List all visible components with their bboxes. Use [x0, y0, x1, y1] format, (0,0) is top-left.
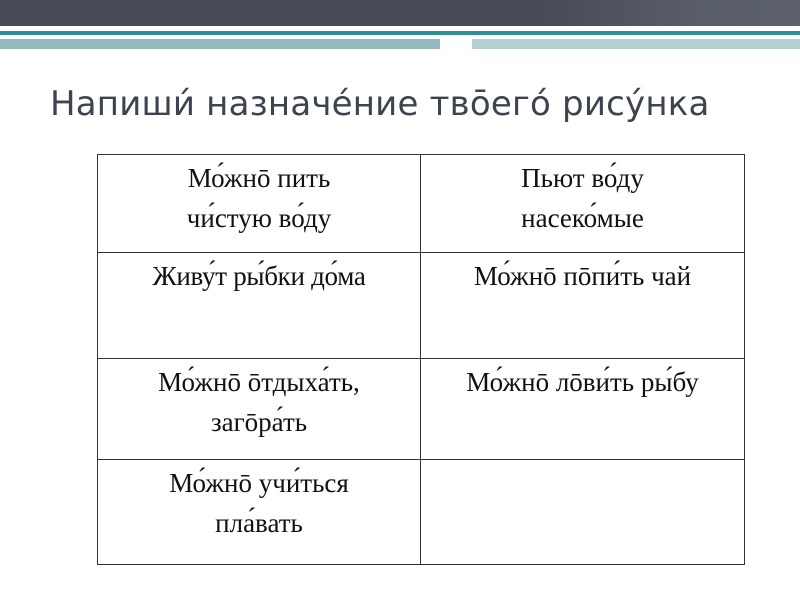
cell-line: насеко́мые	[521, 203, 644, 233]
slide-title: Напиши́ назначе́ние твōего́ рису́нка	[50, 84, 710, 124]
table-cell-empty	[421, 460, 745, 565]
table-cell	[98, 155, 421, 253]
accent-band-gap	[440, 37, 472, 51]
table-cell	[421, 253, 745, 359]
table-row	[98, 460, 745, 565]
cell-line: пла́вать	[215, 508, 303, 538]
table-cell	[98, 253, 421, 359]
table-cell	[421, 155, 745, 253]
table-row	[98, 253, 745, 359]
cell-line: Мо́жнō пōпи́ть чай	[473, 261, 692, 291]
table-cell	[98, 460, 421, 565]
header-bar	[0, 0, 800, 26]
cell-line: Живу́т ры́бки до́ма	[152, 261, 366, 291]
table-row	[98, 155, 745, 253]
cell-line: Мо́жнō пить	[187, 163, 331, 193]
cell-line: Мо́жнō учи́ться	[169, 468, 349, 498]
accent-band-right	[472, 39, 800, 49]
cell-line: Мо́жнō лōви́ть ры́бу	[466, 367, 699, 397]
header-bar-sheen	[540, 0, 800, 26]
cell-line: Пьют во́ду	[521, 163, 644, 193]
table-row	[98, 359, 745, 460]
table-cell	[421, 359, 745, 460]
cell-line: загōра́ть	[210, 407, 308, 437]
purpose-table	[97, 154, 745, 565]
cell-line: Мо́жнō ōтдыха́ть,	[158, 367, 360, 397]
table-cell	[98, 359, 421, 460]
cell-line: чи́стую во́ду	[186, 203, 332, 233]
accent-line-teal	[0, 31, 800, 35]
